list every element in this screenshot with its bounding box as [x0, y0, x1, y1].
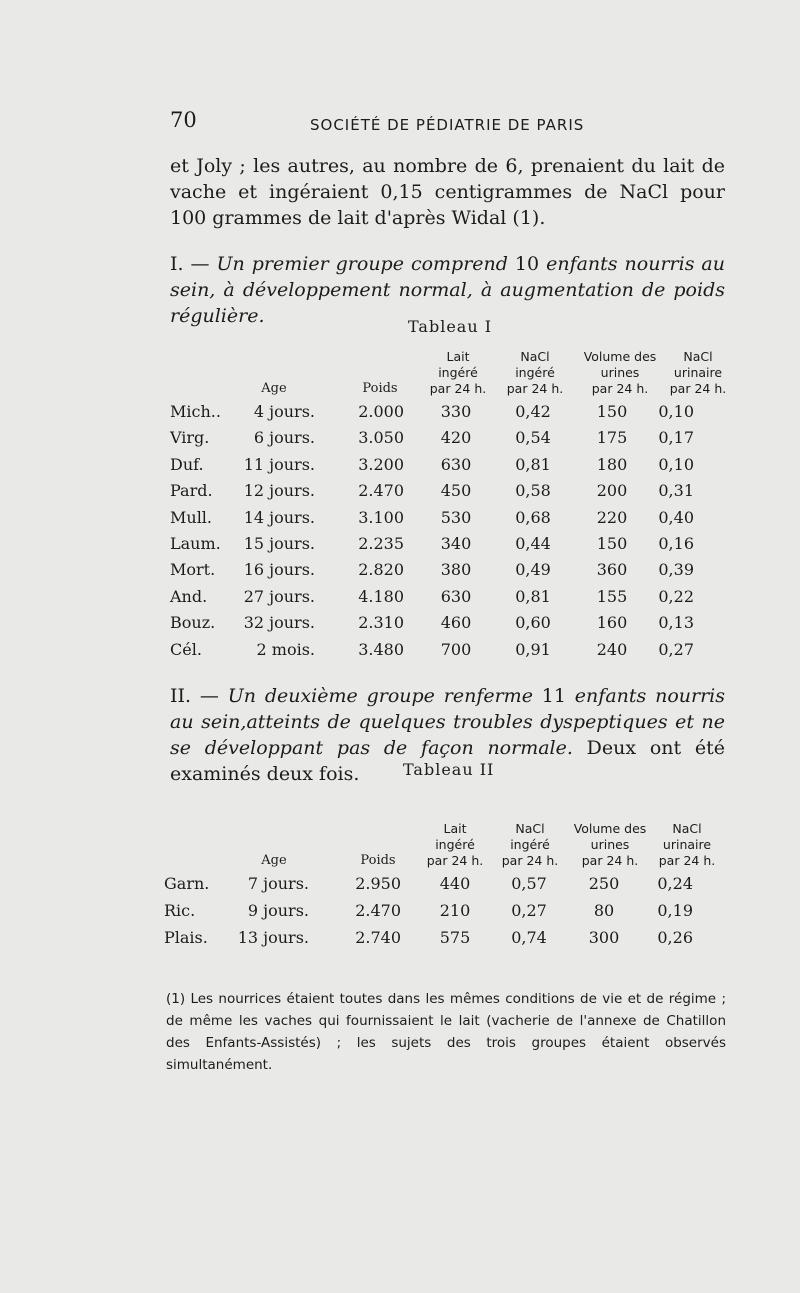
header-line: NaCl [520, 349, 550, 364]
table-cell: 0,27 [511, 901, 547, 920]
header-line: Volume des [583, 349, 657, 364]
table-row [0, 613, 800, 639]
table-cell: 0,26 [657, 928, 693, 947]
table-cell: Mort. [170, 560, 216, 580]
header-line: ingéré [438, 365, 478, 380]
header-line: urines [600, 365, 640, 380]
table-cell: 0,91 [515, 639, 551, 659]
table-cell: 0,17 [658, 428, 694, 448]
header-line: par 24 h. [506, 381, 564, 396]
table-cell: 340 [440, 534, 472, 553]
table-cell: 575 [439, 928, 471, 947]
header-line: par 24 h. [591, 381, 649, 396]
header-line: par 24 h. [658, 853, 716, 868]
header-line: ingéré [510, 837, 550, 852]
header-line: par 24 h. [426, 853, 484, 868]
paragraph-2-number: 10 [514, 253, 540, 275]
table-cell: 0,27 [658, 639, 694, 659]
table-cell: 0,58 [515, 481, 551, 501]
table-cell: 0,39 [658, 560, 694, 580]
running-title: SOCIÉTÉ DE PÉDIATRIE DE PARIS [310, 116, 585, 134]
table-cell: 3.050 [358, 428, 404, 448]
header-line: NaCl [515, 821, 545, 836]
table-cell: 80 [593, 901, 615, 920]
header-line: Age [261, 381, 287, 396]
footnote: (1) Les nourrices étaient toutes dans les mêmes conditions de vie et de régime ; de même les vaches qui fournissaient le lait (vacherie de l'annexe de Chatillon des Enfants-Assistés) ; les sujets des trois groupes étaient observés simultanément. [166, 991, 726, 1073]
table-cell: 150 [596, 402, 628, 421]
paragraph-2-text-b: enfants nourris au sein, à développement normal, à augmentation de poids régulière. [170, 253, 725, 327]
table-row [0, 402, 800, 428]
table1-header-lait [418, 349, 498, 397]
table-cell: 200 [596, 481, 628, 501]
table-cell: 150 [596, 534, 628, 553]
table-1-title: Tableau I [408, 317, 493, 336]
table-cell: 15 jours. [243, 534, 315, 553]
table-cell: 450 [440, 481, 472, 501]
table-cell: 0,42 [515, 402, 551, 421]
table-row [0, 560, 800, 586]
table2-header-poids [348, 853, 408, 869]
table-cell: Laum. [170, 534, 221, 553]
table-cell: 2.950 [355, 874, 401, 893]
header-line: Age [261, 853, 287, 868]
table-cell: 440 [439, 874, 471, 893]
table-cell: 0,19 [657, 901, 693, 920]
table-cell: 3.100 [358, 507, 404, 527]
table-cell: 2 mois. [256, 639, 315, 659]
header-line: urines [590, 837, 630, 852]
table2-header-lait [415, 821, 495, 869]
header-line: Poids [360, 853, 396, 868]
header-line: Lait [446, 349, 470, 364]
header-line: par 24 h. [501, 853, 559, 868]
table-cell: 180 [596, 454, 628, 474]
table-row [0, 428, 800, 454]
table-cell: 0,68 [515, 507, 551, 527]
table-cell: 360 [596, 560, 628, 580]
header-line: urinaire [662, 837, 712, 852]
paragraph-1: et Joly ; les autres, au nombre de 6, prenaient du lait de vache et ingéraient 0,15 centigrammes de NaCl pour 100 grammes de lait d'après Widal (1). [170, 155, 725, 229]
table-cell: 11 jours. [243, 454, 315, 474]
table-cell: 175 [596, 428, 628, 448]
table-cell: Plais. [164, 928, 208, 947]
paragraph-3-text-b: enfants nourris au sein,atteints de quelques troubles dyspeptiques et ne se développant pas de façon normale. [170, 685, 726, 759]
table-cell: 2.470 [355, 901, 401, 920]
table-cell: 0,40 [658, 507, 694, 527]
table-cell: 0,22 [658, 586, 694, 606]
table2-header-nacl-urinaire [647, 821, 727, 869]
table-cell: Bouz. [170, 613, 216, 633]
header-line: par 24 h. [669, 381, 727, 396]
table-cell: 300 [588, 928, 620, 947]
table-cell: 2.740 [355, 928, 401, 947]
table-cell: 0,10 [658, 454, 694, 474]
table-cell: 0,31 [658, 481, 694, 501]
table-cell: Duf. [170, 454, 204, 474]
table-cell: 27 jours. [243, 586, 315, 606]
table-cell: 0,74 [511, 928, 547, 947]
header-line: Volume des [573, 821, 647, 836]
page-number: 70 [170, 108, 197, 132]
table-row [0, 455, 800, 481]
paragraph-3-number: 11 [541, 685, 566, 707]
table-cell: 160 [596, 613, 628, 633]
table-cell: Mull. [170, 507, 213, 527]
table-cell: 2.000 [358, 402, 404, 421]
table-cell: 6 jours. [253, 428, 315, 448]
table-row [0, 481, 800, 507]
table-cell: Cél. [170, 639, 202, 659]
table-cell: And. [170, 586, 208, 606]
table-cell: 7 jours. [247, 874, 309, 893]
table-cell: 0,54 [515, 428, 551, 448]
table-cell: 32 jours. [243, 613, 315, 633]
paragraph-3-text-c: Deux ont été examinés deux fois. [170, 737, 726, 785]
table-cell: 210 [439, 901, 471, 920]
table2-header-volume [560, 821, 660, 869]
table-cell: Virg. [170, 428, 210, 448]
paragraph-2-text-a: Un premier groupe comprend [216, 253, 515, 275]
table-cell: 0,57 [511, 874, 547, 893]
table1-header-volume [570, 349, 670, 397]
paragraph-3-prefix: II. — [170, 685, 228, 707]
table-row [0, 508, 800, 534]
paragraph-3-text-a: Un deuxième groupe renferme [227, 685, 542, 707]
table-row [0, 534, 800, 560]
table-cell: 0,81 [515, 586, 551, 606]
table-cell: Pard. [170, 481, 213, 501]
table-cell: 330 [440, 402, 472, 421]
table-cell: 700 [440, 639, 472, 659]
table-cell: 0,16 [658, 534, 694, 553]
table2-header-age [244, 853, 304, 869]
table-cell: 420 [440, 428, 472, 448]
header-line: NaCl [683, 349, 713, 364]
table-cell: 3.200 [358, 454, 404, 474]
table-cell: 460 [440, 613, 472, 633]
table-cell: 2.470 [358, 481, 404, 501]
header-line: NaCl [672, 821, 702, 836]
header-line: par 24 h. [429, 381, 487, 396]
table-cell: 250 [588, 874, 620, 893]
header-line: ingéré [435, 837, 475, 852]
table-cell: 9 jours. [247, 901, 309, 920]
table-cell: 2.310 [358, 613, 404, 633]
table-cell: Ric. [164, 901, 196, 920]
table-cell: 0,24 [657, 874, 693, 893]
table-cell: 530 [440, 507, 472, 527]
table-cell: 630 [440, 586, 472, 606]
table-cell: 4 jours. [253, 402, 315, 421]
header-line: par 24 h. [581, 853, 639, 868]
header-line: ingéré [515, 365, 555, 380]
table-cell: 2.820 [358, 560, 404, 580]
table-cell: 240 [596, 639, 628, 659]
table-cell: 12 jours. [243, 481, 315, 501]
table-cell: 3.480 [358, 639, 404, 659]
table1-header-nacl-urinaire [658, 349, 738, 397]
table-row [0, 928, 800, 954]
table-cell: 380 [440, 560, 472, 580]
table-row [0, 587, 800, 613]
table-row [0, 640, 800, 666]
table-cell: 0,49 [515, 560, 551, 580]
table-cell: 14 jours. [243, 507, 315, 527]
table-cell: 220 [596, 507, 628, 527]
header-line: urinaire [673, 365, 723, 380]
table-cell: 16 jours. [243, 560, 315, 580]
table-cell: 0,10 [658, 402, 694, 421]
table2-header-nacl-ingere [490, 821, 570, 869]
table-row [0, 901, 800, 927]
table-cell: 0,13 [658, 613, 694, 633]
table-cell: 0,60 [515, 613, 551, 633]
table1-header-nacl-ingere [495, 349, 575, 397]
table-cell: 0,81 [515, 454, 551, 474]
table1-header-age [244, 381, 304, 397]
header-line: Poids [362, 381, 398, 396]
table-cell: 0,44 [515, 534, 551, 553]
header-line: Lait [443, 821, 467, 836]
table-cell: 630 [440, 454, 472, 474]
table-2-title: Tableau II [403, 760, 495, 779]
paragraph-2-prefix: I. — [170, 253, 217, 275]
table-cell: 2.235 [358, 534, 404, 553]
table-cell: Garn. [164, 874, 210, 893]
table-cell: Mich.. [170, 402, 221, 421]
table-cell: 4.180 [358, 586, 404, 606]
table-cell: 13 jours. [237, 928, 309, 947]
table1-header-poids [350, 381, 410, 397]
table-cell: 155 [596, 586, 628, 606]
table-row [0, 874, 800, 900]
